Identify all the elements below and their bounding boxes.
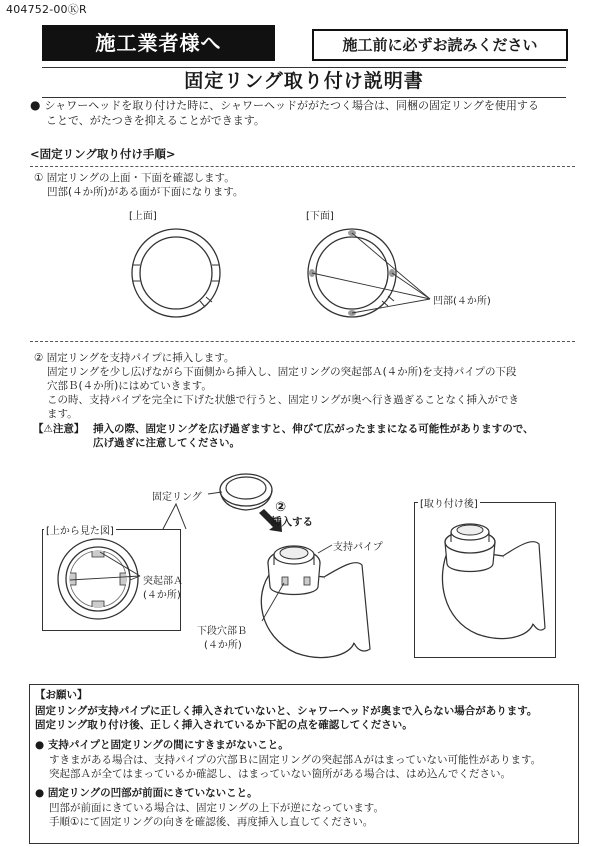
check-item-1-title bbox=[35, 738, 289, 752]
document-number: 404752-00ⓀR bbox=[6, 3, 87, 16]
step2-line-3: 穴部Ｂ(４か所)にはめていきます。 bbox=[47, 380, 212, 392]
after-install-illustration bbox=[425, 508, 550, 648]
request-line-1: 固定リングが支持パイプに正しく挿入されていないと、シャワーヘッドが奥まで入らない場合があります。 bbox=[35, 705, 538, 717]
step2-line-4: この時、支持パイプを完全に下げた状態で行うと、固定リングが奥へ行き過ぎることなく挿入ができ bbox=[47, 394, 519, 406]
caution-line-2: 広げ過ぎに注意してください。 bbox=[93, 437, 240, 449]
bullet-icon: ● bbox=[35, 739, 48, 751]
check-item-1-title-text: 支持パイプと固定リングの間にすきまがないこと。 bbox=[47, 739, 289, 751]
request-line-2: 固定リング取り付け後、正しく挿入されているか下記の点を確認してください。 bbox=[35, 719, 413, 731]
hole-label-1: 下段穴部Ｂ bbox=[197, 626, 247, 637]
recess-label: 凹部(４か所) bbox=[433, 296, 491, 307]
recess-leader-lines bbox=[300, 225, 440, 315]
protrusion-label-2: (４か所) bbox=[143, 590, 181, 601]
header-for-installers: 施工業者様へ bbox=[42, 25, 275, 61]
step1-line-1: ① 固定リングの上面・下面を確認します。 bbox=[34, 172, 235, 184]
label-bottom-face: [下面] bbox=[306, 211, 334, 222]
hole-label-2: (４か所) bbox=[204, 640, 242, 651]
step2-circle-number: ② bbox=[275, 500, 287, 515]
check-item-1-line-1: すきまがある場合は、支持パイプの穴部Ｂに固定リングの突起部Ａがはまっていない可能性があります。 bbox=[49, 754, 542, 766]
caution-label: 【⚠注意】 bbox=[33, 423, 85, 435]
check-item-2-line-1: 凹部が前面にきている場合は、固定リングの上下が逆になっています。 bbox=[49, 802, 384, 814]
check-item-1-line-2: 突起部Ａが全てはまっているか確認し、はまっていない箇所がある場合は、はめ込んでください。 bbox=[49, 768, 511, 780]
hole-b-mark bbox=[304, 577, 310, 585]
procedure-heading: <固定リング取り付け手順> bbox=[30, 147, 176, 161]
ring-label: 固定リング bbox=[152, 492, 202, 503]
intro-line-1: シャワーヘッドを取り付けた時に、シャワーヘッドががたつく場合は、同梱の固定リングを使用する bbox=[44, 99, 539, 112]
check-item-2-title-text: 固定リングの凹部が前面にきていないこと。 bbox=[47, 787, 258, 799]
step2-line-1: ② 固定リングを支持パイプに挿入します。 bbox=[34, 352, 235, 364]
section-divider bbox=[30, 166, 575, 167]
hole-b-mark bbox=[282, 577, 288, 585]
check-item-2-line-2: 手順①にて固定リングの向きを確認後、再度挿入し直してください。 bbox=[49, 816, 374, 828]
intro-line-2: ことで、がたつきを抑えることができます。 bbox=[46, 114, 265, 127]
step2-line-5: ます。 bbox=[47, 408, 78, 420]
bullet-icon: ● bbox=[30, 98, 41, 112]
intro-paragraph bbox=[30, 98, 575, 128]
insert-label: 挿入する bbox=[271, 516, 313, 528]
caution-line-1: 挿入の際、固定リングを広げ過ぎますと、伸びて広がったままになる可能性がありますので、 bbox=[93, 423, 534, 435]
bullet-icon: ● bbox=[35, 787, 48, 799]
callout-pointer bbox=[160, 502, 190, 532]
header-read-before-install: 施工前に必ずお読みください bbox=[312, 29, 568, 61]
request-heading: 【お願い】 bbox=[35, 689, 88, 701]
after-install-label: [取り付け後] bbox=[418, 495, 480, 510]
page-title: 固定リング取り付け説明書 bbox=[184, 70, 424, 92]
label-top-face: [上面] bbox=[129, 211, 157, 222]
ring-top-face-diagram bbox=[128, 225, 224, 321]
top-view-label: [上から見た図] bbox=[44, 522, 116, 537]
support-pipe-label: 支持パイプ bbox=[333, 542, 383, 553]
protrusion-label-1: 突起部Ａ bbox=[143, 576, 183, 587]
step2-line-2: 固定リングを少し広げながら下面側から挿入し、固定リングの突起部Ａ(４か所)を支持パイプの下段 bbox=[47, 366, 517, 378]
check-item-2-title bbox=[35, 786, 258, 800]
step-divider bbox=[30, 341, 575, 342]
step1-line-2: 凹部(４か所)がある面が下面になります。 bbox=[47, 186, 244, 198]
